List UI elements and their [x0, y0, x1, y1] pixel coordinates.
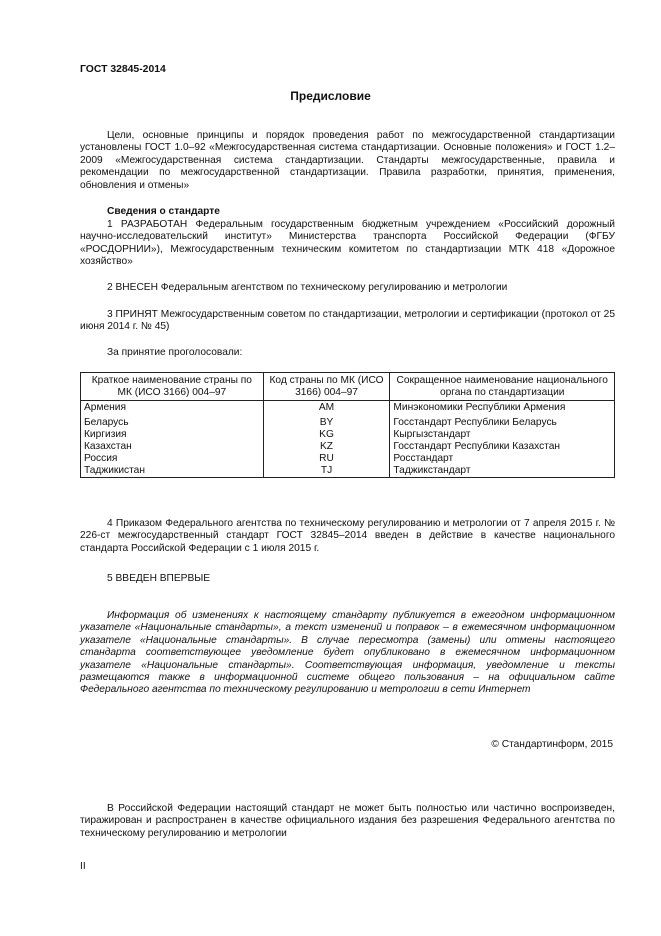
body-cell: Росстандарт — [390, 453, 615, 465]
code-cell: BY — [263, 417, 390, 429]
page-title: Предисловие — [290, 89, 371, 103]
table-row — [81, 441, 615, 453]
document-code: ГОСТ 32845-2014 — [80, 64, 166, 75]
page-number: II — [80, 861, 86, 872]
header-national-body: Сокращенное наименование национального органа по стандартизации — [390, 373, 615, 401]
code-cell: KG — [263, 429, 390, 441]
body-cell: Минэкономики Республики Армения — [390, 401, 615, 418]
country-cell: Таджикистан — [81, 465, 264, 478]
country-cell: Армения — [81, 401, 264, 418]
country-cell: Киргизия — [81, 429, 264, 441]
item-4-paragraph: 4 Приказом Федерального агентства по техническому регулированию и метрологии от 7 апреля 2015 г. № 226-ст межгосударственный стандарт ГОСТ 32845–2014 введен в действие в качестве национального стандарта Российской Федерации с 1 июля 2015 г. — [80, 518, 615, 554]
header-country-code: Код страны по МК (ИСО 3166) 004–97 — [263, 373, 390, 401]
table-row — [81, 401, 615, 418]
body-cell: Кыргызстандарт — [390, 429, 615, 441]
code-cell: RU — [263, 453, 390, 465]
country-cell: Россия — [81, 453, 264, 465]
body-cell: Госстандарт Республики Беларусь — [390, 417, 615, 429]
code-cell: KZ — [263, 441, 390, 453]
item-2-paragraph: 2 ВНЕСЕН Федеральным агентством по техническому регулированию и метрологии — [107, 282, 508, 293]
table-row — [81, 453, 615, 465]
intro-paragraph: Цели, основные принципы и порядок проведения работ по межгосударственной стандартизации установлены ГОСТ 1.0–92 «Межгосударственная система стандартизации. Основные положения» и ГОСТ 1.2–2009 «Межгосударственная система стандартизации. Стандарты межгосударственные, правила и рекомендации по межгосударственной стандартизации. Правила разработки, принятия, применения, обновления и отмены» — [80, 130, 615, 191]
table-row — [81, 465, 615, 478]
item-5-paragraph: 5 ВВЕДЕН ВПЕРВЫЕ — [107, 573, 211, 584]
body-cell: Таджикстандарт — [390, 465, 615, 478]
voting-table — [80, 372, 615, 478]
code-cell: TJ — [263, 465, 390, 478]
item-1-paragraph: 1 РАЗРАБОТАН Федеральным государственным бюджетным учреждением «Российский дорожный научно-исследовательский институт» Министерства транспорта Российской Федерации (ФГБУ «РОСДОРНИИ»), Межгосударственным техническим комитетом по стандартизации МТК 418 «Дорожное хозяйство» — [80, 219, 615, 268]
item-3-paragraph: 3 ПРИНЯТ Межгосударственным советом по стандартизации, метрологии и сертификации (протокол от 25 июня 2014 г. № 45) — [80, 309, 615, 333]
table-header-row — [81, 373, 615, 401]
table-row — [81, 417, 615, 429]
code-cell: AM — [263, 401, 390, 418]
country-cell: Казахстан — [81, 441, 264, 453]
header-country-name: Краткое наименование страны по МК (ИСО 3166) 004–97 — [81, 373, 264, 401]
table-row — [81, 429, 615, 441]
notice-paragraph: Информация об изменениях к настоящему стандарту публикуется в ежегодном информационном указателе «Национальные стандарты», а текст изменений и поправок – в ежемесячном информационном указателе «Национальные стандарты». В случае пересмотра (замены) или отмены настоящего стандарта соответствующее уведомление будет опубликовано в ежемесячном информационном указателе «Национальные стандарты». Соответствующая информация, уведомление и тексты размещаются также в информационной системе общего пользования – на официальном сайте Федерального агентства по техническому регулированию и метрологии в сети Интернет — [80, 610, 615, 696]
info-heading: Сведения о стандарте — [107, 206, 220, 217]
copyright-line: © Стандартинформ, 2015 — [491, 739, 613, 750]
vote-label: За принятие проголосовали: — [107, 347, 243, 358]
body-cell: Госстандарт Республики Казахстан — [390, 441, 615, 453]
country-cell: Беларусь — [81, 417, 264, 429]
legal-paragraph: В Российской Федерации настоящий стандарт не может быть полностью или частично воспроизведен, тиражирован и распространен в качестве официального издания без разрешения Федерального агентства по техническому регулированию и метрологии — [80, 803, 615, 839]
